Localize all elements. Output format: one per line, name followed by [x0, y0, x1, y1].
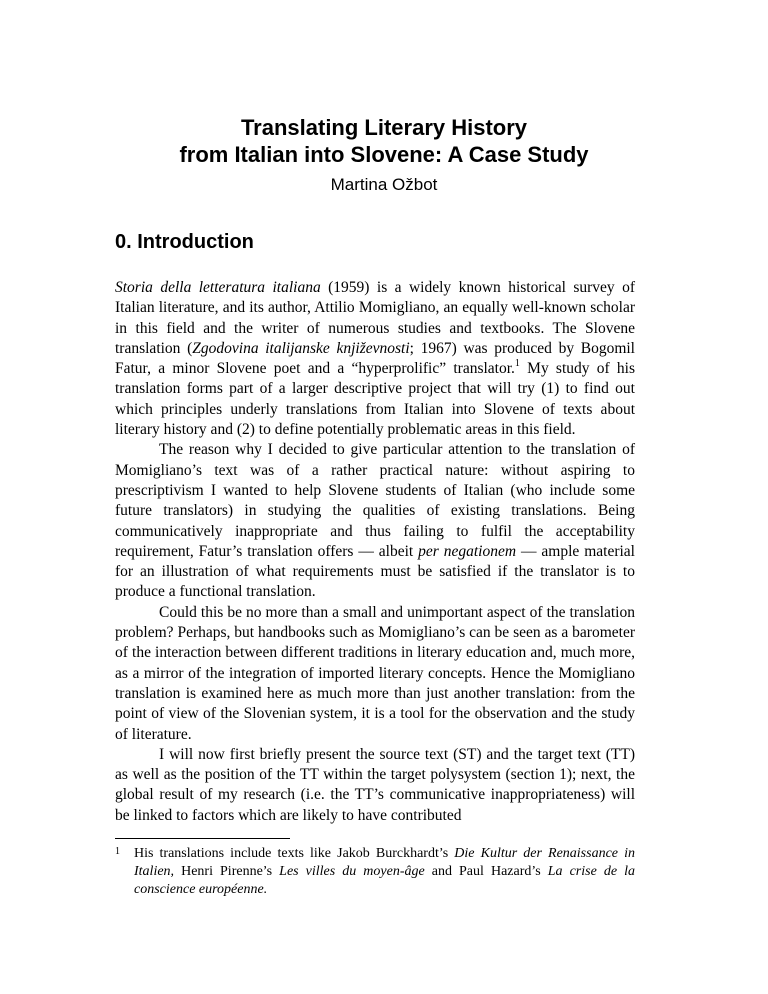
paragraph-1 — [115, 278, 635, 440]
footnote-divider — [115, 838, 290, 839]
title-line-1: Translating Literary History — [240, 115, 528, 140]
footnote-title-2: Les villes du moyen-âge — [279, 864, 425, 879]
paper-title — [0, 114, 768, 168]
book-title-italian: Storia della letteratura italiana — [115, 279, 321, 296]
footnote-number: 1 — [115, 846, 120, 857]
book-title-slovene: Zgodovina italijanske književnosti — [192, 339, 410, 357]
paragraph-1-text-b: ; 1967) was produced by Bogomil Fatur, a minor Slovene poet and a “hyperprolific” translator. — [115, 339, 635, 378]
paragraph-4: I will now first briefly present the source text (ST) and the target text (TT) as well as the position of the TT within the target polysystem (section 1); next, the global result of my research (i.e. the TT’s communicative inappropriateness) will be linked to factors which are likely to have contributed — [115, 745, 635, 824]
footnote-text-b: Henri Pirenne’s — [174, 864, 280, 879]
paragraph-1-text-c: My study of his translation forms part of a larger descriptive project that will try (1) to find out which principles underly translations from Italian into Slovene of texts about literary history and (2) to define potentially problematic areas in this field. — [115, 360, 636, 439]
body-text — [115, 278, 635, 826]
footnote-text-a: His translations include texts like Jakob Burckhardt’s — [134, 846, 455, 861]
paragraph-3: Could this be no more than a small and unimportant aspect of the translation problem? Perhaps, but handbooks such as Momigliano’s can be seen as a barometer of the interaction between different traditions in literary education and, much more, as a mirror of the integration of imported literary concepts. Hence the Momigliano translation is examined here as much more than just another translation: from the point of view of the Slovenian system, it is a tool for the observation and the study of literature. — [115, 603, 635, 743]
paragraph-2-text-a: The reason why I decided to give particular attention to the translation of Momigliano’s text was of a rather practical nature: without aspiring to prescriptivism I wanted to help Slovene students of Italian (who include some future translators) in studying the qualities of existing translations. Being communicatively inappropriate and thus failing to fulfil the acceptability requirement, Fatur’s translation offers — albeit — [115, 441, 635, 560]
title-line-2: from Italian into Slovene: A Case Study — [179, 142, 589, 167]
footnote-text — [134, 845, 635, 899]
paragraph-2 — [115, 440, 635, 602]
section-heading: 0. Introduction — [115, 231, 254, 253]
footnote-title-1: Die Kultur der Renaissance in Italien, — [134, 846, 635, 879]
footnote-text-c: and Paul Hazard’s — [424, 864, 548, 879]
footnote-title-3: La crise de la conscience européenne. — [134, 864, 636, 897]
paragraph-1-text-a: (1959) is a widely known historical survey of Italian literature, and its author, Attilio Momigliano, an equally well-known scholar in this field and the writer of numerous studies and textbooks. The Slovene translation ( — [115, 279, 635, 357]
footnote — [115, 845, 635, 899]
paragraph-2-text-b: — ample material for an illustration of what requirements must be satisfied if the translator is to produce a functional translation. — [115, 542, 635, 601]
paragraph-2-italic: per negationem — [418, 542, 517, 560]
author-name: Martina Ožbot — [330, 175, 438, 194]
footnote-marker[interactable]: 1 — [514, 358, 520, 370]
